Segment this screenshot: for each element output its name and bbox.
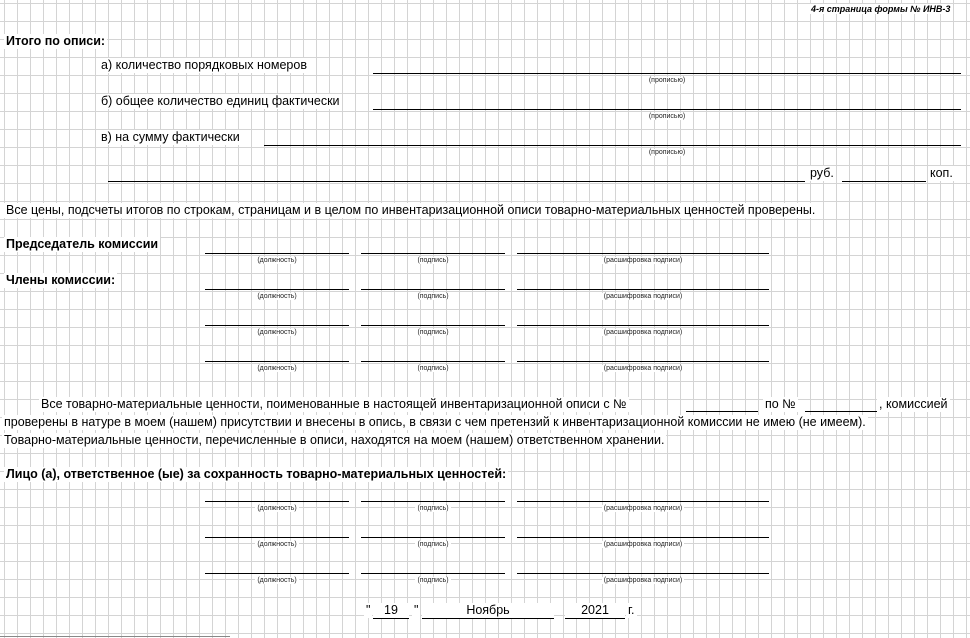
date-month-field[interactable]: Ноябрь	[422, 603, 554, 618]
kop-label: коп.	[930, 166, 953, 180]
date-day-underline	[373, 618, 409, 619]
responsible-1-position-caption: (должность)	[257, 505, 297, 512]
totals-title: Итого по описи:	[6, 34, 106, 48]
form-page-label: 4-я страница формы № ИНВ-3	[808, 4, 953, 14]
rub-label: руб.	[810, 166, 834, 180]
totals-line-c-caption: (прописью)	[648, 149, 686, 156]
kop-field[interactable]	[842, 181, 926, 182]
date-year-suffix: г.	[628, 603, 635, 617]
responsible-2-position-caption: (должность)	[257, 541, 297, 548]
member-3-decoding-field[interactable]	[517, 361, 769, 362]
responsible-2-decoding-field[interactable]	[517, 537, 769, 538]
totals-line-a-label: а) количество порядковых номеров	[101, 58, 307, 72]
date-year-field[interactable]: 2021	[565, 603, 625, 618]
responsible-3-signature-caption: (подпись)	[417, 577, 449, 584]
totals-line-b-field[interactable]	[373, 109, 961, 110]
statement-from-number-field[interactable]	[686, 411, 758, 412]
totals-line-c-label: в) на сумму фактически	[101, 130, 240, 144]
responsible-3-position-field[interactable]	[205, 573, 349, 574]
statement-to-number-field[interactable]	[805, 411, 877, 412]
responsible-1-signature-caption: (подпись)	[417, 505, 449, 512]
member-2-decoding-caption: (расшифровка подписи)	[603, 329, 683, 336]
member-1-decoding-caption: (расшифровка подписи)	[603, 293, 683, 300]
responsible-3-decoding-field[interactable]	[517, 573, 769, 574]
member-3-position-caption: (должность)	[257, 365, 297, 372]
chairman-position-field[interactable]	[205, 253, 349, 254]
member-2-signature-caption: (подпись)	[417, 329, 449, 336]
statement-line3: Товарно-материальные ценности, перечисленные в описи, находятся на моем (нашем) ответственном хранении.	[4, 433, 665, 447]
statement-line1-part2: по №	[765, 397, 796, 411]
responsible-label: Лицо (а), ответственное (ые) за сохранность товарно-материальных ценностей:	[6, 467, 507, 481]
responsible-2-signature-caption: (подпись)	[417, 541, 449, 548]
date-month-underline	[422, 618, 554, 619]
responsible-3-signature-field[interactable]	[361, 573, 505, 574]
responsible-1-decoding-caption: (расшифровка подписи)	[603, 505, 683, 512]
date-year-underline	[565, 618, 625, 619]
chairman-signature-caption: (подпись)	[417, 257, 449, 264]
member-2-position-field[interactable]	[205, 325, 349, 326]
totals-line-a-field[interactable]	[373, 73, 961, 74]
statement-line2: проверены в натуре в моем (нашем) присутствии и внесены в опись, в связи с чем претензий к инвентаризационной комиссии не имею (не имеем).	[4, 415, 866, 429]
members-label: Члены комиссии:	[6, 273, 116, 287]
date-quote-open: "	[366, 603, 371, 617]
chairman-position-caption: (должность)	[257, 257, 297, 264]
chairman-label: Председатель комиссии	[6, 237, 159, 251]
totals-line-b-caption: (прописью)	[648, 113, 686, 120]
member-1-decoding-field[interactable]	[517, 289, 769, 290]
chairman-decoding-caption: (расшифровка подписи)	[603, 257, 683, 264]
verification-text: Все цены, подсчеты итогов по строкам, страницам и в целом по инвентаризационной описи товарно-материальных ценностей проверены.	[6, 203, 816, 217]
member-2-decoding-field[interactable]	[517, 325, 769, 326]
responsible-3-position-caption: (должность)	[257, 577, 297, 584]
statement-line1-part1: Все товарно-материальные ценности, поименованные в настоящей инвентаризационной описи с №	[41, 397, 627, 411]
responsible-1-position-field[interactable]	[205, 501, 349, 502]
date-day-field[interactable]: 19	[373, 603, 409, 618]
responsible-1-signature-field[interactable]	[361, 501, 505, 502]
totals-line-c-field[interactable]	[264, 145, 961, 146]
responsible-2-signature-field[interactable]	[361, 537, 505, 538]
responsible-2-decoding-caption: (расшифровка подписи)	[603, 541, 683, 548]
member-2-signature-field[interactable]	[361, 325, 505, 326]
member-3-position-field[interactable]	[205, 361, 349, 362]
member-3-signature-caption: (подпись)	[417, 365, 449, 372]
member-1-signature-caption: (подпись)	[417, 293, 449, 300]
chairman-decoding-field[interactable]	[517, 253, 769, 254]
statement-line1-part3: , комиссией	[879, 397, 948, 411]
member-1-position-caption: (должность)	[257, 293, 297, 300]
responsible-1-decoding-field[interactable]	[517, 501, 769, 502]
chairman-signature-field[interactable]	[361, 253, 505, 254]
date-quote-close: "	[414, 603, 419, 617]
member-2-position-caption: (должность)	[257, 329, 297, 336]
next-row-edge	[0, 636, 230, 637]
member-1-position-field[interactable]	[205, 289, 349, 290]
totals-line-a-caption: (прописью)	[648, 77, 686, 84]
member-3-decoding-caption: (расшифровка подписи)	[603, 365, 683, 372]
totals-line-b-label: б) общее количество единиц фактически	[101, 94, 340, 108]
member-3-signature-field[interactable]	[361, 361, 505, 362]
responsible-2-position-field[interactable]	[205, 537, 349, 538]
totals-sum-field[interactable]	[108, 181, 805, 182]
responsible-3-decoding-caption: (расшифровка подписи)	[603, 577, 683, 584]
member-1-signature-field[interactable]	[361, 289, 505, 290]
